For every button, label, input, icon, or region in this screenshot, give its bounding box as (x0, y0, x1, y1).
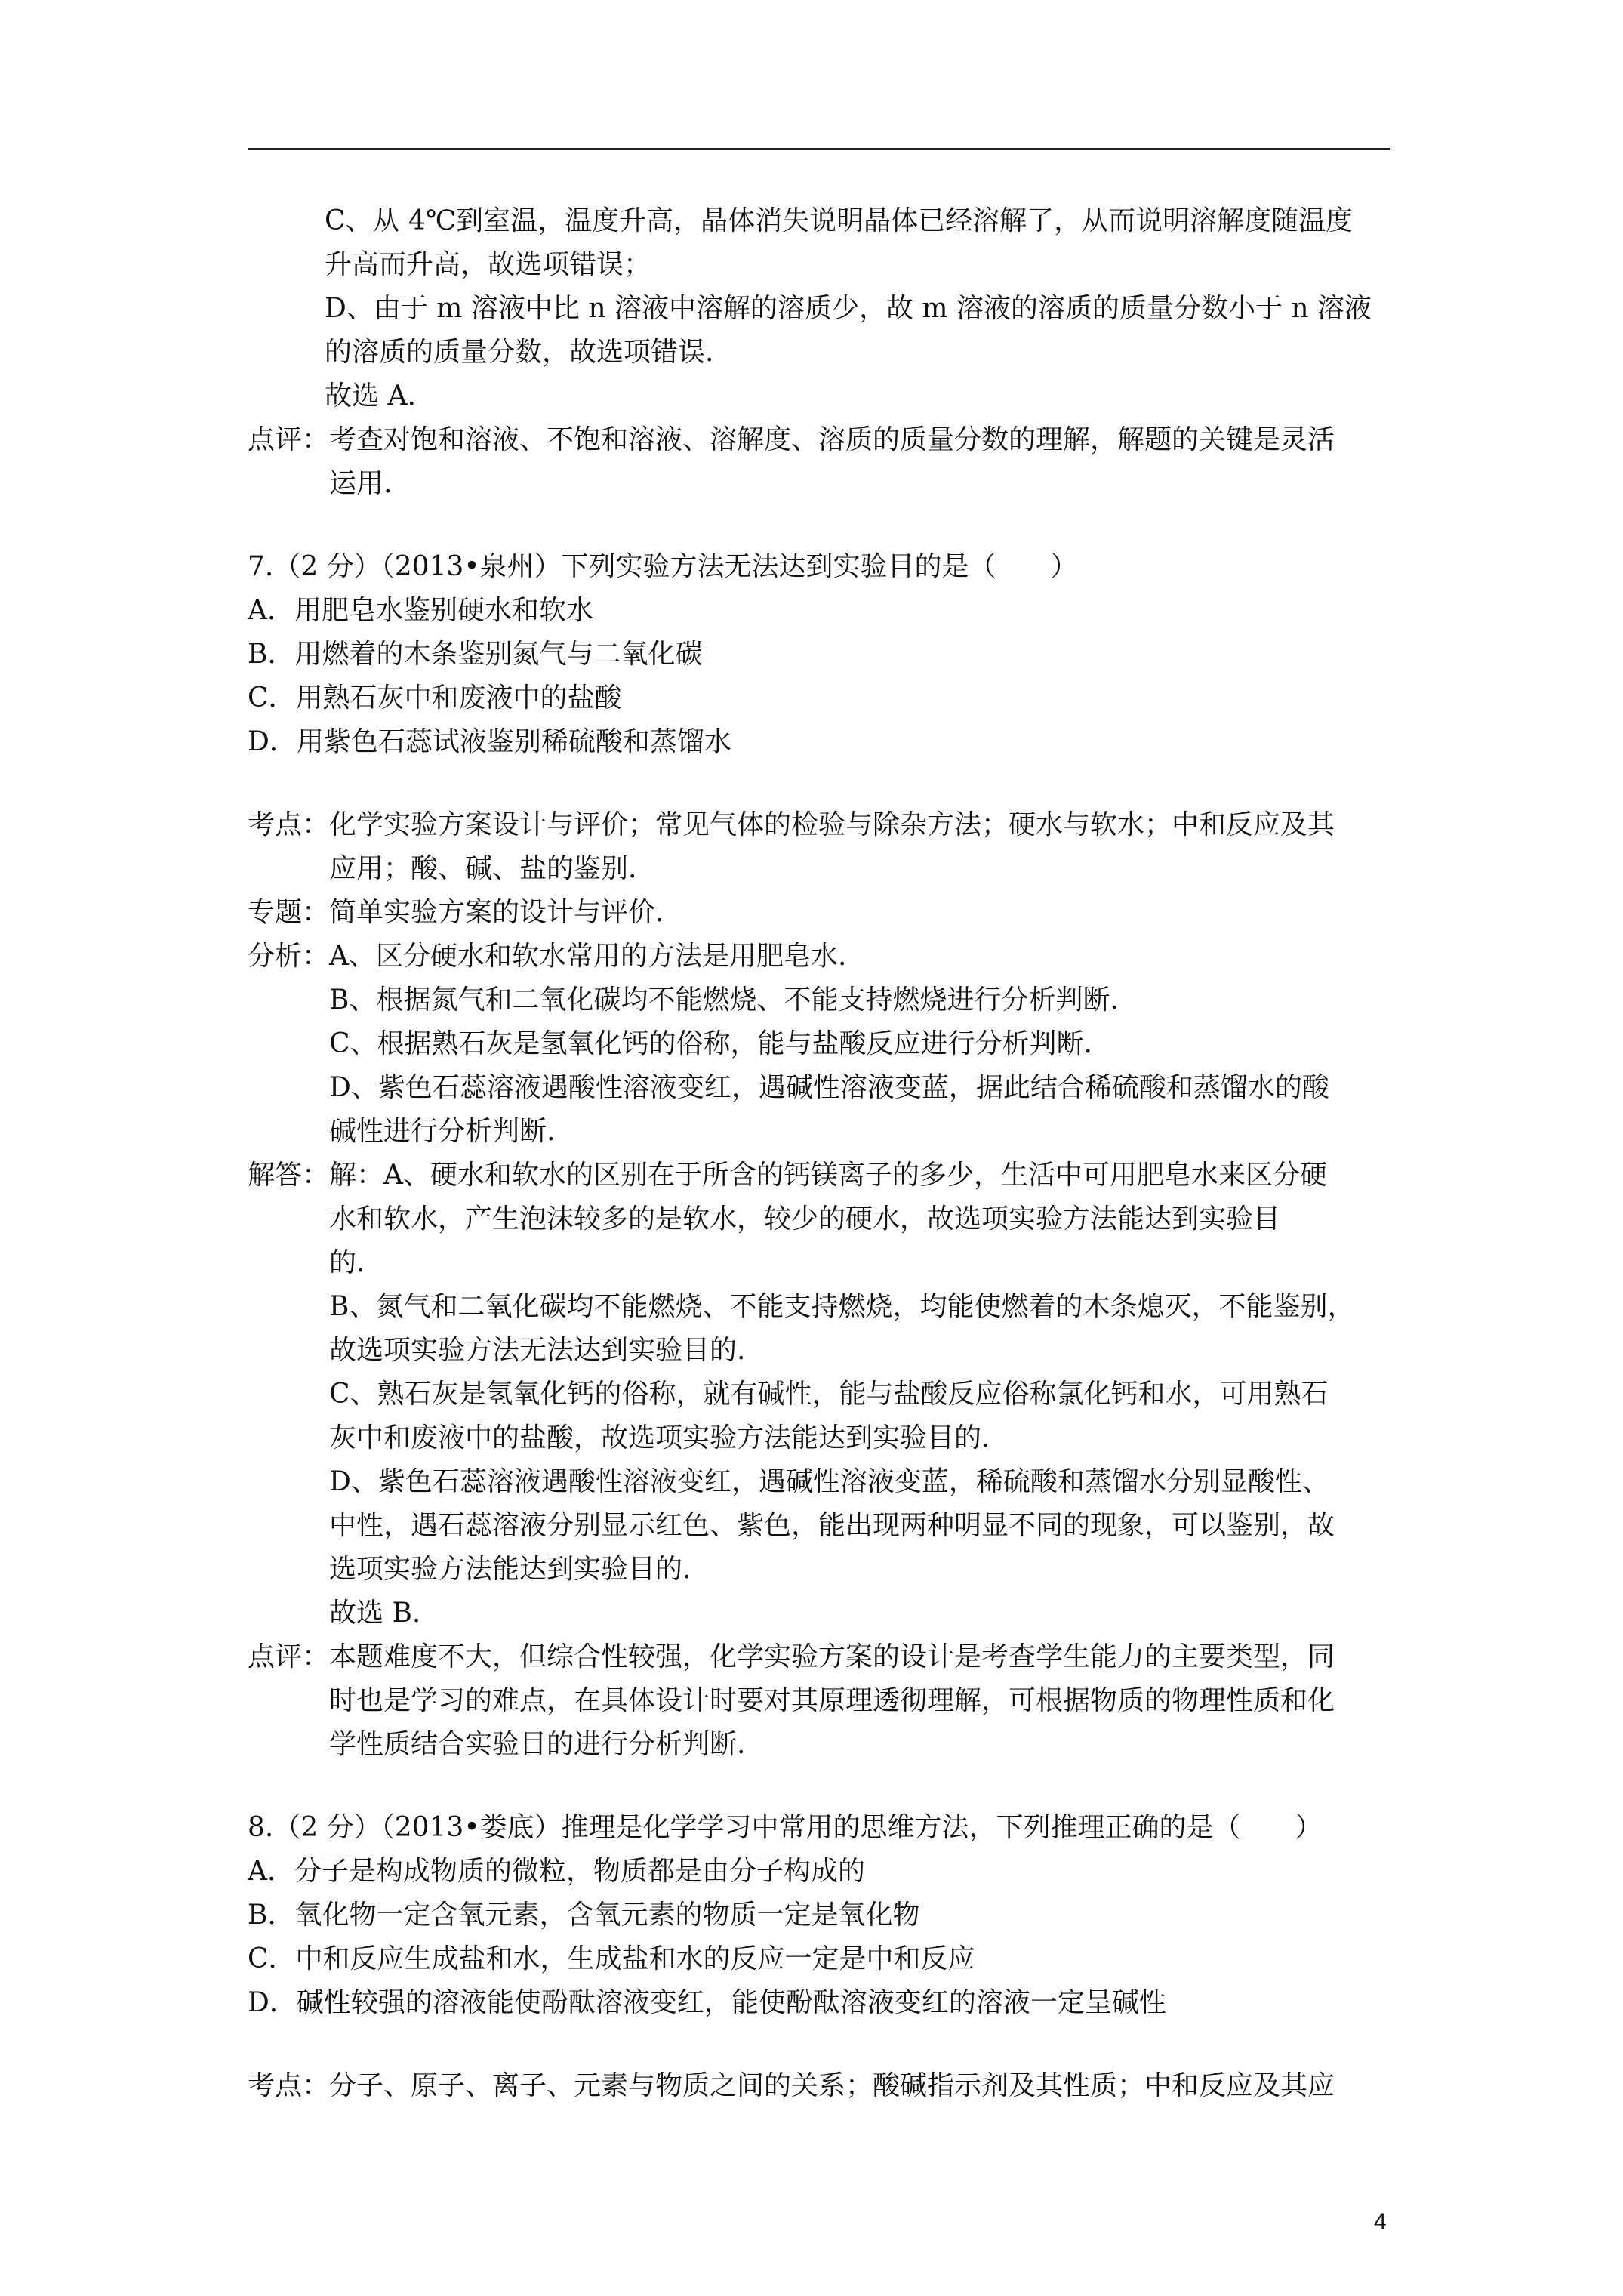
text-line: 选项实验方法能达到实验目的. (329, 1554, 691, 1585)
question-stem: 7.（2 分）（2013•泉州）下列实验方法无法达到实验目的是（ ） (248, 551, 1078, 582)
page-number: 4 (1374, 2209, 1387, 2234)
text-line: 的. (329, 1247, 365, 1278)
text-line: 水和软水，产生泡沫较多的是软水，较少的硬水，故选项实验方法能达到实验目 (329, 1203, 1281, 1234)
text-line: 解：A、硬水和软水的区别在于所含的钙镁离子的多少，生活中可用肥皂水来区分硬 (329, 1160, 1328, 1191)
q7-jieda (248, 1154, 1390, 1635)
text-line: 故选 A. (325, 381, 416, 411)
text-line: A、区分硬水和软水常用的方法是用肥皂水. (329, 941, 847, 972)
text-line: D、紫色石蕊溶液遇酸性溶液变红，遇碱性溶液变蓝，据此结合稀硫酸和蒸馏水的酸 (329, 1072, 1329, 1103)
text-line: 故选项实验方法无法达到实验目的. (329, 1335, 746, 1366)
text-line: 中性，遇石蕊溶液分别显示红色、紫色，能出现两种明显不同的现象，可以鉴别，故 (329, 1510, 1335, 1541)
header-rule (248, 148, 1390, 150)
comment-label: 点评： (248, 424, 330, 455)
jieda-label: 解答： (248, 1160, 330, 1191)
option-a: A．用肥皂水鉴别硬水和软水 (248, 595, 593, 626)
option-d: D．用紫色石蕊试液鉴别稀硫酸和蒸馏水 (248, 726, 731, 757)
question-stem: 8.（2 分）（2013•娄底）推理是化学学习中常用的思维方法，下列推理正确的是（ ） (248, 1812, 1323, 1843)
option-c: C．中和反应生成盐和水，生成盐和水的反应一定是中和反应 (248, 1943, 975, 1974)
dianping-label: 点评： (248, 1641, 330, 1672)
text-line: 灰中和废液中的盐酸，故选项实验方法能达到实验目的. (329, 1422, 990, 1453)
text-line: 故选 B. (329, 1598, 421, 1629)
text-line: 本题难度不大，但综合性较强，化学实验方案的设计是考查学生能力的主要类型，同 (329, 1641, 1335, 1672)
option-b: B．氧化物一定含氧元素，含氧元素的物质一定是氧化物 (248, 1900, 920, 1931)
option-c: C．用熟石灰中和废液中的盐酸 (248, 683, 622, 713)
q6-analysis-tail (248, 199, 1390, 418)
q8-kaodian (248, 2064, 1390, 2108)
q7-kaodian (248, 803, 1390, 891)
text-line: 化学实验方案设计与评价；常见气体的检验与除杂方法；硬水与软水；中和反应及其 (329, 809, 1335, 840)
option-d: D．碱性较强的溶液能使酚酞溶液变红，能使酚酞溶液变红的溶液一定呈碱性 (248, 1987, 1166, 2018)
text-line: 碱性进行分析判断. (329, 1116, 556, 1147)
kaodian-label: 考点： (248, 2070, 330, 2101)
text-line: C、熟石灰是氢氧化钙的俗称，就有碱性，能与盐酸反应俗称氯化钙和水，可用熟石 (329, 1379, 1329, 1410)
q7-fenxi (248, 935, 1390, 1154)
text-line: 学性质结合实验目的进行分析判断. (329, 1729, 746, 1760)
option-b: B．用燃着的木条鉴别氮气与二氧化碳 (248, 639, 703, 670)
page-content (248, 199, 1390, 2108)
text-line: D、紫色石蕊溶液遇酸性溶液变红，遇碱性溶液变蓝，稀硫酸和蒸馏水分别显酸性、 (329, 1466, 1329, 1497)
zhuanti-label: 专题： (248, 897, 330, 928)
option-a: A．分子是构成物质的微粒，物质都是由分子构成的 (248, 1856, 865, 1887)
text-line: 简单实验方案的设计与评价. (329, 897, 664, 928)
text-line: 考查对饱和溶液、不饱和溶液、溶解度、溶质的质量分数的理解，解题的关键是灵活 (329, 424, 1335, 455)
text-line: 升高而升高，故选项错误； (325, 249, 651, 280)
q7-zhuanti (248, 891, 1390, 935)
fenxi-label: 分析： (248, 941, 330, 972)
kaodian-label: 考点： (248, 809, 330, 840)
text-line: D、由于 m 溶液中比 n 溶液中溶解的溶质少，故 m 溶液的溶质的质量分数小于 n 溶液 (325, 293, 1372, 324)
text-line: 运用. (329, 468, 393, 499)
text-line: 分子、原子、离子、元素与物质之间的关系；酸碱指示剂及其性质；中和反应及其应 (329, 2070, 1335, 2101)
text-line: C、根据熟石灰是氢氧化钙的俗称，能与盐酸反应进行分析判断. (329, 1028, 1093, 1059)
text-line: 应用；酸、碱、盐的鉴别. (329, 853, 637, 884)
q7-dianping (248, 1635, 1390, 1767)
q6-comment (248, 418, 1390, 506)
text-line: 的溶质的质量分数，故选项错误. (325, 337, 714, 368)
text-line: B、根据氮气和二氧化碳均不能燃烧、不能支持燃烧进行分析判断. (329, 985, 1119, 1015)
question-7 (248, 545, 1390, 764)
question-8 (248, 1806, 1390, 2025)
text-line: B、氮气和二氧化碳均不能燃烧、不能支持燃烧，均能使燃着的木条熄灭，不能鉴别， (329, 1291, 1355, 1322)
text-line: C、从 4℃到室温，温度升高，晶体消失说明晶体已经溶解了，从而说明溶解度随温度 (325, 205, 1354, 236)
text-line: 时也是学习的难点，在具体设计时要对其原理透彻理解，可根据物质的物理性质和化 (329, 1685, 1335, 1716)
